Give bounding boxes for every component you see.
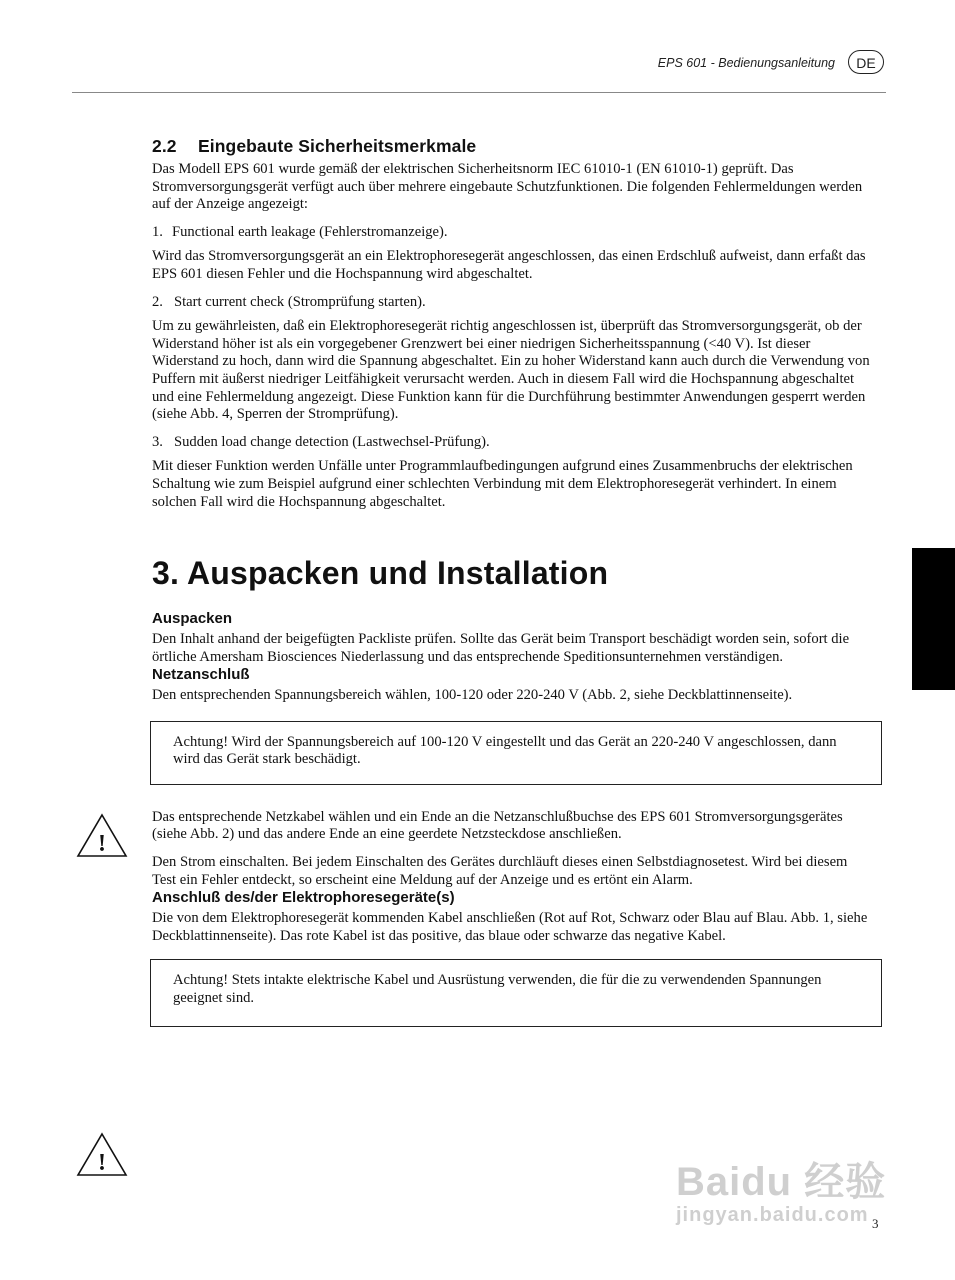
auspacken-heading: Auspacken bbox=[152, 610, 233, 628]
anschluss-body: Die von dem Elektrophoresegerät kommenden Kabel anschließen (Rot auf Rot, Schwarz oder Blau auf Blau. Abb. 1, siehe Deckblattinnenseite). Das rote Kabel ist das positive, das blaue oder schwarze das negative Kabel. bbox=[152, 910, 868, 944]
section-thumb-tab bbox=[912, 548, 955, 690]
item-1-title: 1. Functional earth leakage (Fehlerstromanzeige). bbox=[152, 223, 448, 240]
language-badge: DE bbox=[848, 50, 884, 74]
item-3-body: Mit dieser Funktion werden Unfälle unter Programmlaufbedingungen aufgrund eines Zusammenbruchs der elektrischen Schaltung wie zum Beispiel aufgrund einer schlechten Verbindung mit dem Elektrophoresegerät verhindert. In einem solchen Fall wird die Hochspannung abgeschaltet. bbox=[152, 458, 853, 510]
section-2-2-heading bbox=[152, 136, 874, 157]
item-2-title: 2. Start current check (Stromprüfung starten). bbox=[152, 293, 426, 310]
section-intro: Das Modell EPS 601 wurde gemäß der elektrischen Sicherheitsnorm IEC 61010-1 (EN 61010-1) geprüft. Das Stromversorgungsgerät verfügt auch über mehrere eingebaute Schutzfunktionen. Die folgenden Fehlermeldungen werden auf der Anzeige angezeigt: bbox=[152, 161, 863, 213]
section-number: 2.2 bbox=[152, 136, 177, 156]
chapter-3-heading: 3. Auspacken und Installation bbox=[152, 555, 609, 592]
auspacken-body: Den Inhalt anhand der beigefügten Packliste prüfen. Sollte das Gerät beim Transport beschädigt worden sein, sofort die örtliche Amersham Biosciences Niederlassung und das entsprechende Speditionsunternehmen verständigen. bbox=[152, 631, 850, 665]
netzanschluss-heading: Netzanschluß bbox=[152, 666, 250, 684]
item-1-body: Wird das Stromversorgungsgerät an ein Elektrophoresegerät angeschlossen, das einen Erdschluß aufweist, dann erfaßt das EPS 601 diesen Fehler und die Hochspannung wird abgeschaltet. bbox=[152, 248, 866, 282]
watermark-logo-text: Baidu 经验 bbox=[676, 1160, 887, 1204]
item-3-title: 3. Sudden load change detection (Lastwechsel-Prüfung). bbox=[152, 433, 490, 450]
warning-text-cables: Achtung! Stets intakte elektrische Kabel und Ausrüstung verwenden, die für die zu verwendenden Spannungen geeignet sind. bbox=[173, 972, 822, 1007]
document-header-title: EPS 601 - Bedienungsanleitung bbox=[657, 56, 835, 70]
warning-triangle-icon bbox=[76, 812, 128, 858]
netzanschluss-para-3: Den Strom einschalten. Bei jedem Einschalten des Gerätes durchläuft dieses einen Selbstdiagnosetest. Wird bei diesem Test ein Fehler entdeckt, so erscheint eine Meldung auf der Anzeige und es ertönt ein Alarm. bbox=[152, 854, 848, 888]
netzanschluss-body: Den entsprechenden Spannungsbereich wählen, 100-120 oder 220-240 V (Abb. 2, siehe Deckblattinnenseite). bbox=[152, 687, 793, 704]
page-number: 3 bbox=[872, 1216, 879, 1231]
anschluss-heading: Anschluß des/der Elektrophoresegeräte(s) bbox=[152, 889, 455, 907]
page-content bbox=[152, 136, 874, 1027]
netzanschluss-para-2: Das entsprechende Netzkabel wählen und ein Ende an die Netzanschlußbuchse des EPS 601 Stromversorgungsgerätes (siehe Abb. 2) und das andere Ende an eine geerdete Netzsteckdose anschließen. bbox=[152, 808, 843, 843]
header-divider bbox=[72, 92, 886, 93]
warning-triangle-icon bbox=[76, 1131, 128, 1177]
watermark-url: jingyan.baidu.com bbox=[676, 1204, 869, 1226]
warning-box-cables bbox=[150, 959, 882, 1027]
warning-text-voltage: Achtung! Wird der Spannungsbereich auf 100-120 V eingestellt und das Gerät an 220-240 V angeschlossen, dann wird das Gerät stark beschädigt. bbox=[173, 733, 837, 768]
item-2-body: Um zu gewährleisten, daß ein Elektrophoresegerät richtig angeschlossen ist, überprüft das Stromversorgungsgerät, ob der Widerstand höher ist als ein vorgegebener Grenzwert bei einer niedrigen Sicherheitsspannung (<40 V). Ist dieser Widerstand zu hoch, dann wird die Spannung abgeschaltet. Ein zu hoher Widerstand kann auch durch die Verwendung von Puffern mit äußerst niedriger Leitfähigkeit verursacht werden. Auch in diesem Fall wird die Hochspannung abgeschaltet und eine Fehlermeldung angezeigt. Diese Funktion kann für die Durchführung bestimmter Anwendungen gesperrt werden (siehe Abb. 4, Sperren der Stromprüfung). bbox=[152, 318, 870, 423]
warning-mark: ! bbox=[98, 831, 106, 857]
warning-box-voltage bbox=[150, 721, 882, 785]
warning-mark: ! bbox=[98, 1150, 106, 1176]
section-title: Eingebaute Sicherheitsmerkmale bbox=[198, 136, 477, 156]
